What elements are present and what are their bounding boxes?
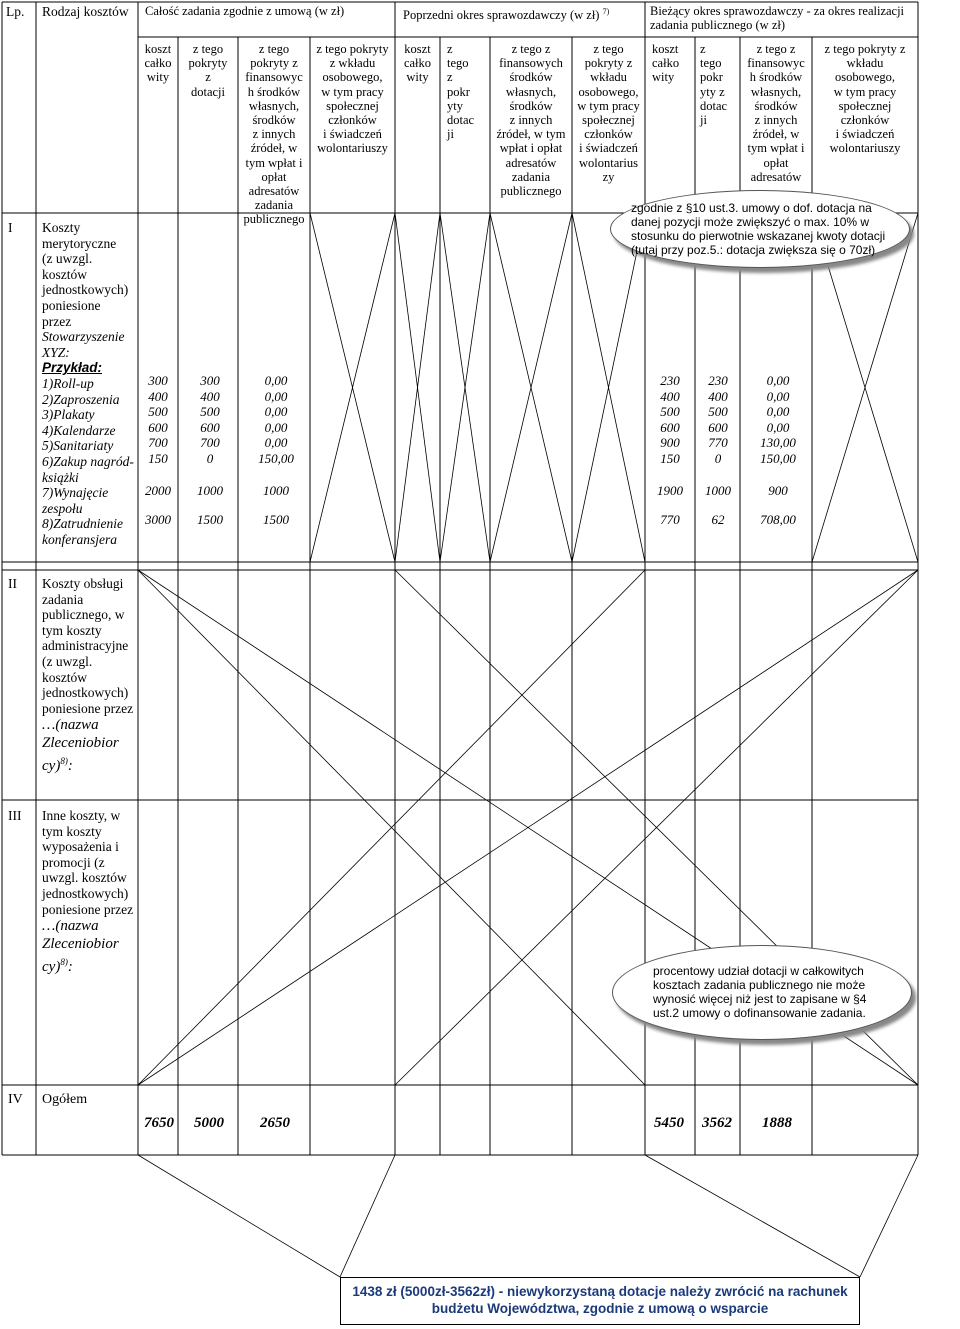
row4-num: IV xyxy=(8,1092,23,1107)
header-kind: Rodzaj kosztów xyxy=(42,4,129,19)
value-cell: 500 xyxy=(708,404,728,420)
value-cell: 150,00 xyxy=(258,450,294,466)
value-cell: 150,00 xyxy=(760,450,796,466)
header-total: Całość zadania zgodnie z umową (w zł) xyxy=(145,4,345,18)
value-cell: 900 xyxy=(768,482,788,498)
value-cell: 0,00 xyxy=(264,388,288,404)
value-cell: 600 xyxy=(708,419,728,435)
value-cell: 700 xyxy=(148,435,168,451)
row1-item: 4)Kalendarze xyxy=(42,422,116,438)
sub-total-work: z tego pokryty z wkładu osobowego, w tym pracy społecznej członków i świadczeń wolontariuszy xyxy=(316,42,389,156)
header-prev: Poprzedni okres sprawozdawczy (w zł) $^{7)}$ xyxy=(403,7,610,23)
row1-label: Koszty merytoryczne (z uwzgl. kosztów jednostkowych) poniesione przez Stowarzyszenie XYZ: Przykład: 1)Roll-up 2)Zaproszenia 3)Plakaty 4)Kalendarze 5)Sanitariaty 6)Zakup nagród- książki 7)Wynajęcie zespołu 8)Zatrudnienie konferansjera xyxy=(42,220,136,547)
value-cell: 62 xyxy=(711,512,725,528)
value-cell: 150 xyxy=(148,450,168,466)
note-text: procentowy udział dotacji w całkowitych kosztach zadania publicznego nie może wynosić więcej niż jest to zapisane w §4 ust.2 umowy o dofinansowanie zadania. xyxy=(653,964,867,1020)
value-cell: 400 xyxy=(708,388,728,404)
value-cell: 400 xyxy=(148,388,168,404)
row4-label: Ogółem xyxy=(42,1092,88,1107)
row1-item: 1)Roll-up xyxy=(42,375,94,391)
value-cell: 900 xyxy=(660,435,680,451)
row1-item: 3)Plakaty xyxy=(42,407,95,423)
header-lp: Lp. xyxy=(6,4,25,19)
row1-item: 5)Sanitariaty xyxy=(42,438,114,454)
sub-curr-own: z tego z finansowyc h środków własnych, środków z innych źródeł, w tym wpłat i opłat adresatów xyxy=(747,42,805,184)
row3-label: Inne koszty, w tym koszty wyposażenia i promocji (z uwzgl. kosztów jednostkowych) poniesione przez …(nazwa Zleceniobior cy)$^{8)}$: xyxy=(42,808,134,976)
row1-item: 2)Zaproszenia xyxy=(42,391,120,407)
return-note xyxy=(340,1277,860,1325)
value-cell: 770 xyxy=(708,435,728,451)
value-cell: 0,00 xyxy=(766,373,790,388)
value-cell: 0,00 xyxy=(264,419,288,435)
value-cell: 1500 xyxy=(263,512,289,528)
total-own: 2650 xyxy=(260,1115,290,1131)
value-cell: 500 xyxy=(660,404,680,420)
total-dotacja: 5000 xyxy=(194,1115,224,1131)
value-cell: 400 xyxy=(200,388,220,404)
row3-num: III xyxy=(8,808,22,823)
value-cell: 230 xyxy=(660,373,680,388)
sub-prev-work: z tego pokryty z wkładu osobowego, w tym pracy społecznej członków i świadczeń wolontarius zy xyxy=(577,42,640,184)
row2-label: Koszty obsługi zadania publicznego, w tym koszty administracyjne (z uwzgl. kosztów jednostkowych) poniesione przez …(nazwa Zleceniobior cy)$^{8)}$: xyxy=(42,576,134,775)
row1-item: 6)Zakup nagród- książki xyxy=(42,453,134,485)
value-cell: 0 xyxy=(714,450,722,466)
row1-num: I xyxy=(8,220,13,235)
row1-example: Przykład: xyxy=(42,360,103,376)
value-cell: 0,00 xyxy=(766,419,790,435)
value-cell: 600 xyxy=(148,419,168,435)
value-cell: 700 xyxy=(200,435,220,451)
value-cell: 400 xyxy=(660,388,680,404)
value-cell: 150 xyxy=(660,450,680,466)
value-cell: 1000 xyxy=(197,482,223,498)
value-cell: 708,00 xyxy=(760,512,796,528)
note-bubble-dotacja-increase xyxy=(610,190,910,268)
note-bubble-percent xyxy=(612,945,912,1040)
sub-total-dotacja: z tego pokryty z dotacji xyxy=(188,42,228,99)
sub-prev-cost: koszt całko wity xyxy=(403,42,432,85)
curr-total-cost: 5450 xyxy=(654,1115,684,1131)
sub-total-cost: koszt całko wity xyxy=(144,42,172,85)
value-cell: 130,00 xyxy=(760,435,796,451)
value-cell: 0 xyxy=(206,450,214,466)
sub-curr-dotacja: z tego pokr yty z dotac ji xyxy=(700,42,728,128)
value-cell: 1500 xyxy=(197,512,223,528)
value-cell: 0,00 xyxy=(766,404,790,420)
row1-org: Stowarzyszenie XYZ: xyxy=(42,329,125,360)
curr-total-own: 1888 xyxy=(762,1115,792,1131)
sub-prev-dotacja: z tego z pokr yty dotac ji xyxy=(447,42,475,142)
header-curr: Bieżący okres sprawozdawczy - za okres realizacji zadania publicznego (w zł) xyxy=(650,4,905,33)
sub-curr-cost: koszt całko wity xyxy=(652,42,680,85)
total-cost: 7650 xyxy=(144,1115,174,1131)
note-text: zgodnie z §10 ust.3. umowy o dof. dotacja na danej pozycji może zwiększyć o max. 10% w stosunku do pierwotnie wskazanej kwoty dotacji (tutaj przy poz.5.: dotacja zwiększa się o 70zł) xyxy=(631,201,886,257)
value-cell: 300 xyxy=(148,373,168,388)
value-cell: 600 xyxy=(660,419,680,435)
value-cell: 770 xyxy=(660,512,680,528)
value-cell: 0,00 xyxy=(264,435,288,451)
sub-prev-own: z tego z finansowych środków własnych, środków z innych źródeł, w tym wpłat i opłat adresatów zadania publicznego xyxy=(496,42,566,199)
value-cell: 1000 xyxy=(705,482,731,498)
value-cell: 2000 xyxy=(145,482,171,498)
sub-total-own: z tego pokryty z finansowyc h środków własnych, środków z innych źródeł, w tym wpłat i opłat adresatów zadania publicznego xyxy=(243,42,305,227)
value-cell: 0,00 xyxy=(264,373,288,388)
return-note-text: 1438 zł (5000zł-3562zł) - niewykorzystaną dotacje należy zwrócić na rachunek budżetu Województwa, zgodnie z umową o wsparcie xyxy=(352,1284,848,1316)
sub-curr-work: z tego pokryty z wkładu osobowego, w tym pracy społecznej członków i świadczeń wolontariuszy xyxy=(824,42,906,156)
value-cell: 0,00 xyxy=(264,404,288,420)
value-cell: 1000 xyxy=(263,482,289,498)
value-cell: 600 xyxy=(200,419,220,435)
value-cell: 500 xyxy=(200,404,220,420)
value-cell: 300 xyxy=(200,373,220,388)
value-cell: 1900 xyxy=(657,482,683,498)
value-cell: 3000 xyxy=(145,512,171,528)
row1-item: 7)Wynajęcie zespołu xyxy=(42,485,109,516)
value-cell: 0,00 xyxy=(766,388,790,404)
row1-item: 8)Zatrudnienie konferansjera xyxy=(42,516,123,547)
row2-num: II xyxy=(8,576,17,591)
curr-total-dotacja: 3562 xyxy=(702,1115,732,1131)
value-cell: 500 xyxy=(148,404,168,420)
value-cell: 230 xyxy=(708,373,728,388)
